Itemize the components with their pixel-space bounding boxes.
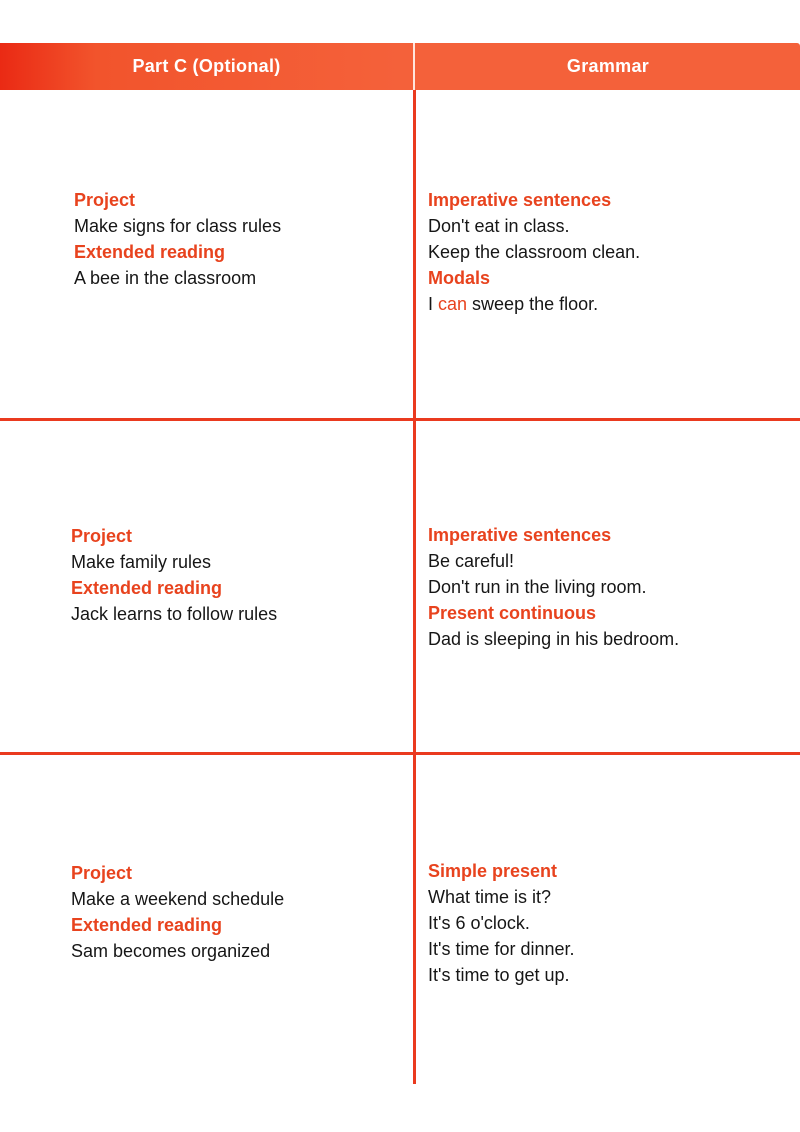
grammar-label: Present continuous	[428, 603, 597, 623]
project-label: Project	[71, 863, 133, 883]
example-suffix: sweep the floor.	[467, 294, 599, 314]
column-divider	[413, 90, 416, 1084]
grammar-example: Dad is sleeping in his bedroom.	[428, 629, 680, 649]
grammar-label: Imperative sentences	[428, 190, 612, 210]
grammar-example: It's time to get up.	[428, 965, 570, 985]
extended-reading-label: Extended reading	[71, 578, 223, 598]
extended-reading-text: Jack learns to follow rules	[71, 604, 278, 624]
extended-reading-label: Extended reading	[71, 915, 223, 935]
grammar-label: Modals	[428, 268, 491, 288]
grammar-label: Imperative sentences	[428, 525, 612, 545]
grammar-example: It's 6 o'clock.	[428, 913, 530, 933]
grammar-example	[428, 291, 640, 317]
example-prefix: I	[428, 294, 439, 314]
grammar-example: Be careful!	[428, 551, 515, 571]
header-part-c: Part C (Optional)	[132, 56, 281, 76]
grammar-example: What time is it?	[428, 887, 552, 907]
header-divider	[413, 43, 415, 90]
highlighted-word: can	[438, 294, 468, 314]
row-divider-2	[0, 752, 800, 755]
row3-part-c-cell	[71, 860, 284, 964]
header-grammar: Grammar	[566, 56, 650, 76]
grammar-label: Simple present	[428, 861, 558, 881]
grammar-example: Keep the classroom clean.	[428, 242, 641, 262]
table-header	[0, 43, 800, 90]
row2-part-c-cell	[71, 523, 277, 627]
project-text: Make signs for class rules	[74, 216, 282, 236]
row1-part-c-cell	[74, 187, 281, 291]
grammar-example: It's time for dinner.	[428, 939, 575, 959]
extended-reading-text: A bee in the classroom	[74, 268, 257, 288]
extended-reading-text: Sam becomes organized	[71, 941, 271, 961]
project-label: Project	[71, 526, 133, 546]
project-label: Project	[74, 190, 136, 210]
row3-grammar-cell	[428, 858, 575, 988]
project-text: Make family rules	[71, 552, 212, 572]
row1-grammar-cell	[428, 187, 640, 317]
grammar-example: Don't eat in class.	[428, 216, 570, 236]
project-text: Make a weekend schedule	[71, 889, 285, 909]
row2-grammar-cell	[428, 522, 679, 652]
extended-reading-label: Extended reading	[74, 242, 226, 262]
row-divider-1	[0, 418, 800, 421]
grammar-example: Don't run in the living room.	[428, 577, 647, 597]
